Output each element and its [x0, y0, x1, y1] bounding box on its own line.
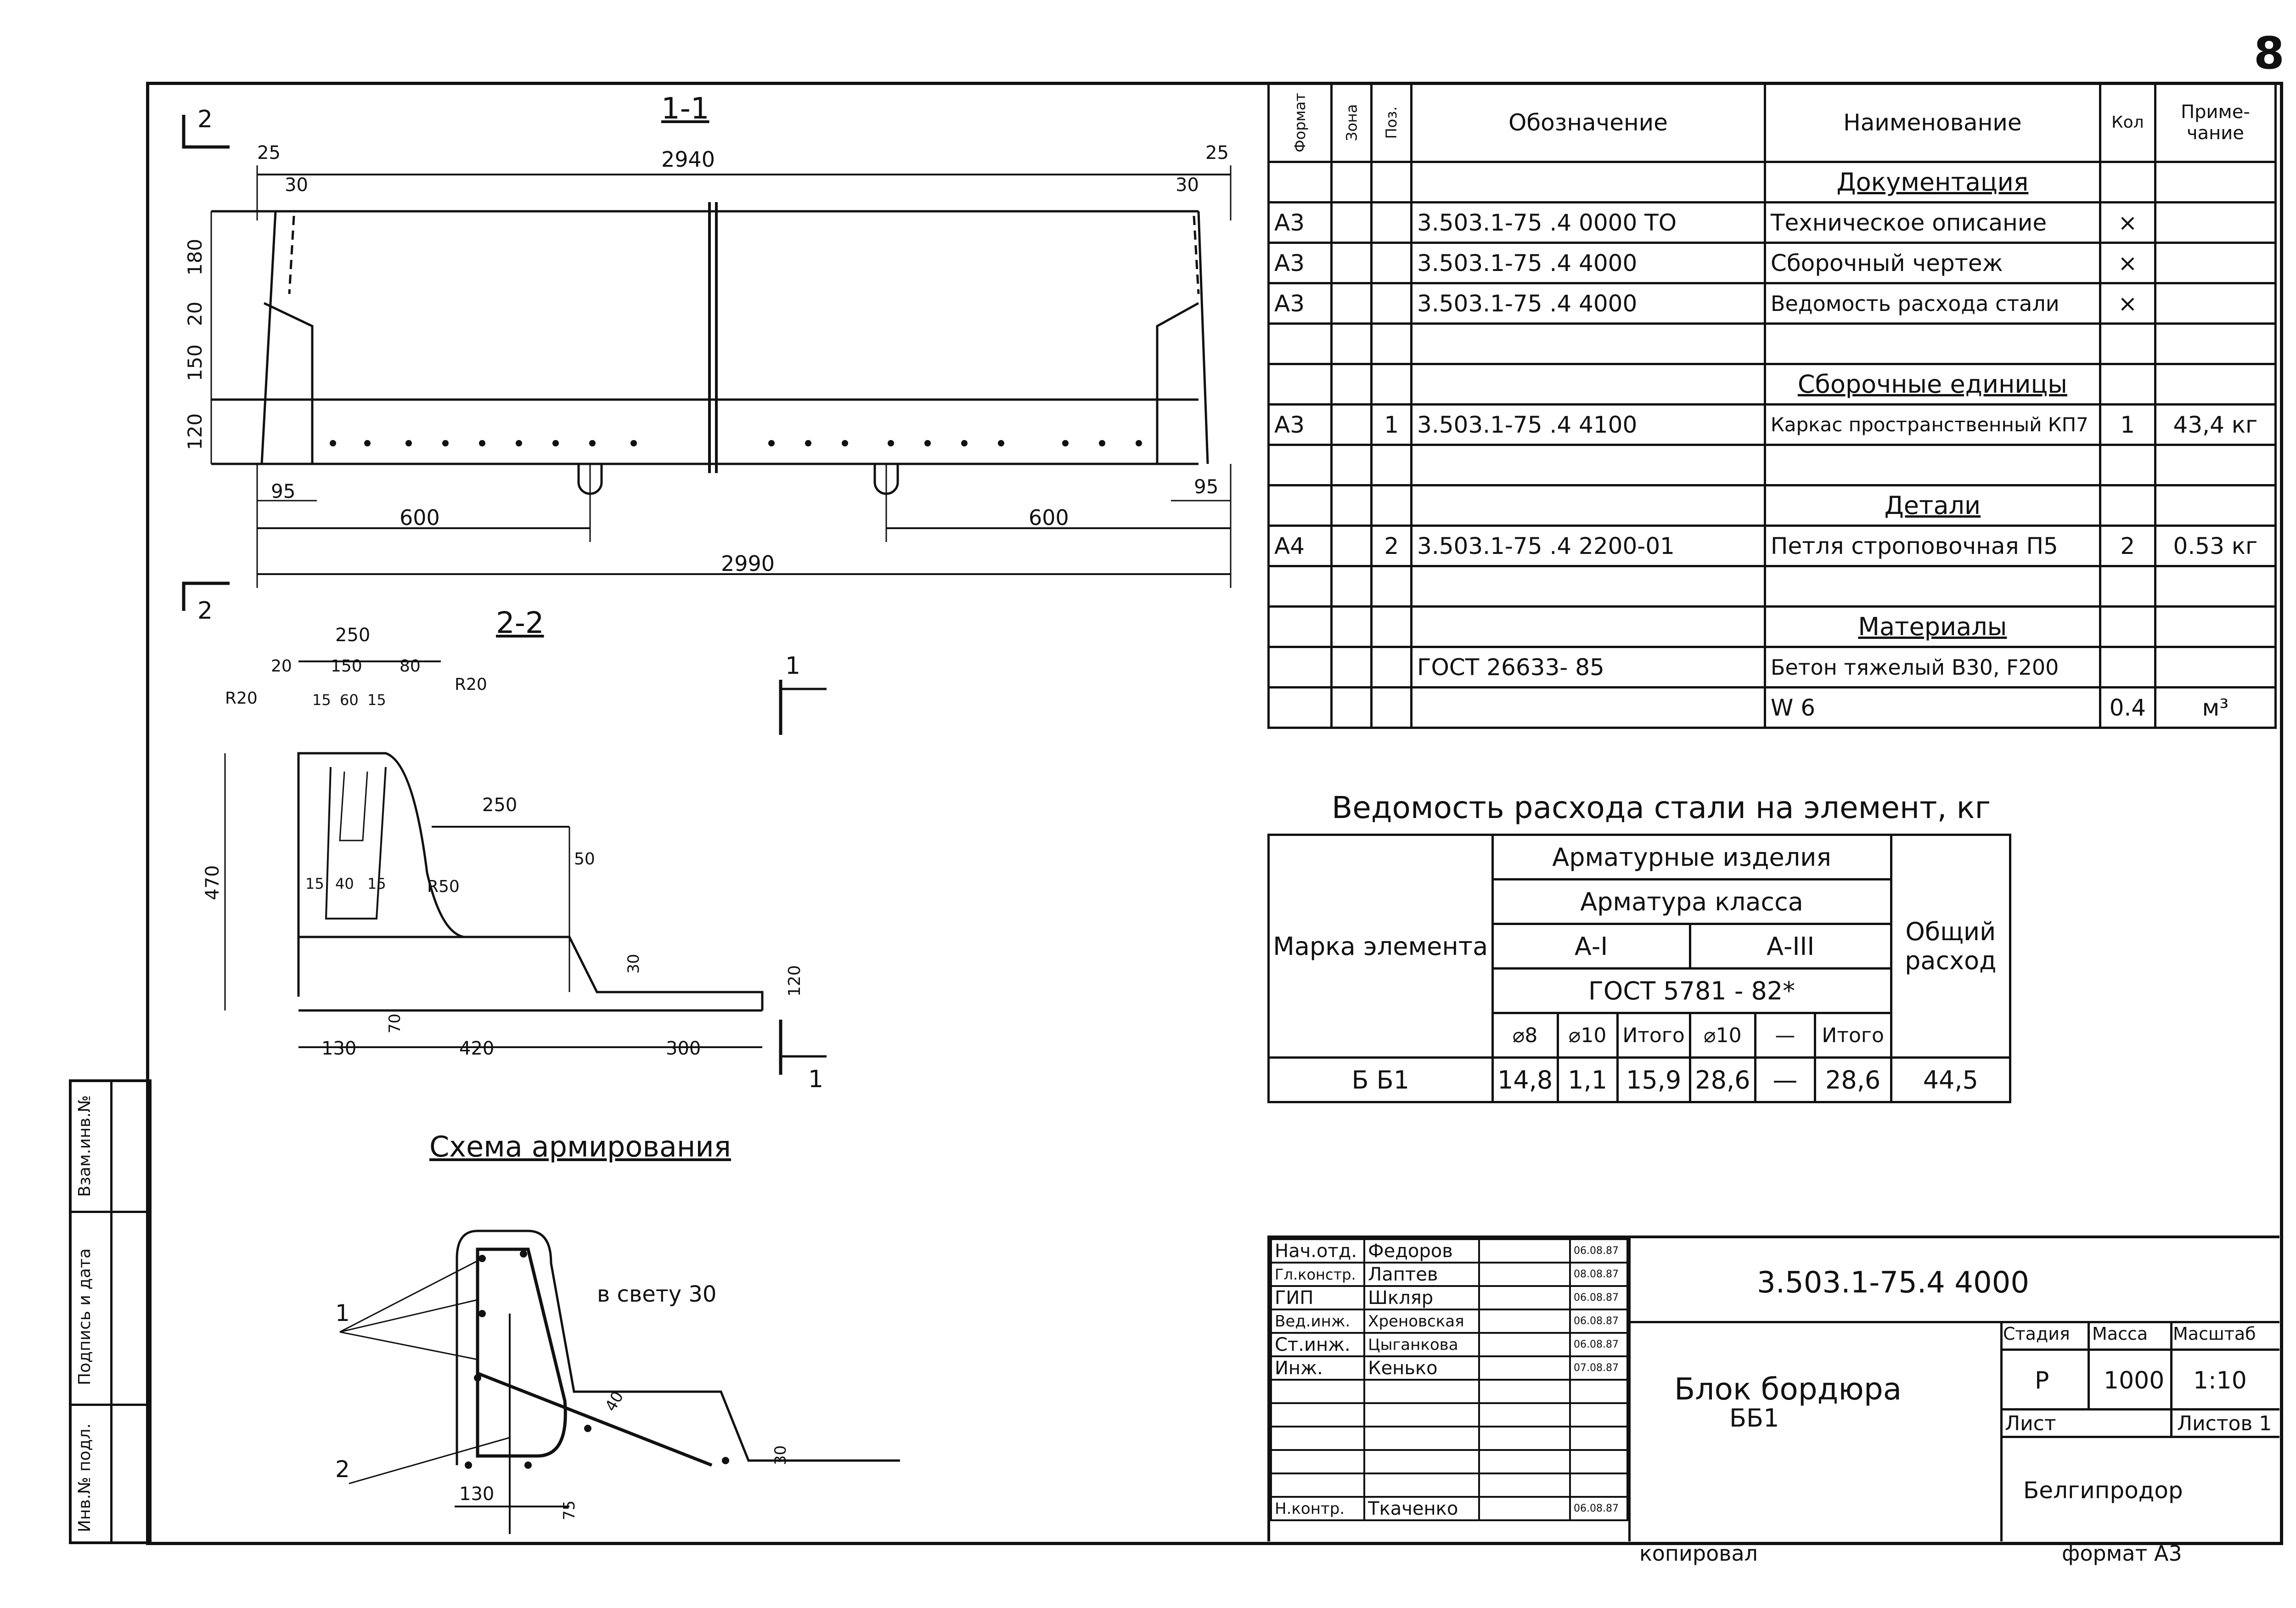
dim-h-180: 180 [184, 238, 206, 276]
spec-row-materials: Материалы [1269, 607, 2276, 647]
dim-r-right: R20 [455, 675, 487, 694]
dim-b3: 15 [367, 875, 386, 892]
dim-inner-right: 30 [1176, 175, 1199, 196]
dim-30: 30 [771, 1445, 790, 1465]
dim-top-total: 2940 [661, 147, 715, 172]
dim-base-420: 420 [459, 1038, 495, 1059]
steel-table [1267, 834, 2011, 1103]
header-qty: Кол [2100, 83, 2155, 162]
dim-130: 130 [459, 1484, 495, 1505]
dim-left-edge: 95 [271, 480, 296, 502]
cut-mark-1-top: 1 [785, 652, 801, 680]
section-2-2-title: 2-2 [496, 606, 544, 640]
dim-r-left: R20 [225, 689, 258, 708]
header-zone: Зона [1331, 83, 1372, 162]
spec-row-assemblies: Сборочные единицы [1269, 364, 2276, 405]
dim-ledge-30: 30 [625, 954, 643, 974]
steel-row: Б Б1 14,8 1,1 15,9 28,6 — 28,6 44,5 [1269, 1058, 2010, 1102]
header-note: Приме-чание [2155, 83, 2275, 162]
signature-row: Ст.инж. Цыганкова 06.08.87 [1271, 1333, 1627, 1356]
copied-by: копировал [1639, 1541, 1758, 1566]
dim-inner-left: 30 [285, 175, 308, 196]
signature-row [1271, 1403, 1627, 1427]
steel-gost-header: ГОСТ 5781 - 82* [1492, 969, 1891, 1013]
steel-class-header: Арматура класса [1492, 880, 1891, 924]
steel-col: — [1756, 1013, 1815, 1058]
signature-row [1271, 1473, 1627, 1497]
callout-1: 1 [335, 1300, 350, 1326]
stage-header: Стадия [2003, 1324, 2070, 1344]
side-stamp-replacement: Взам.инв.№ [75, 1095, 94, 1197]
sheet-format: формат А3 [2062, 1541, 2182, 1566]
product-name: Блок бордюра [1674, 1371, 1902, 1407]
dim-right-loop: 600 [1029, 505, 1069, 530]
spec-row: А3 3.503.1-75 .4 4000 Сборочный чертеж × [1269, 243, 2276, 283]
title-block-signatures [1270, 1238, 1628, 1521]
dim-t1: 15 [312, 691, 331, 709]
section-2-2-drawing [225, 661, 827, 1075]
spec-row: А3 3.503.1-75 .4 0000 ТО Техническое описание × [1269, 203, 2276, 243]
organization: Белгипродор [2023, 1477, 2183, 1504]
dim-height-470: 470 [202, 865, 223, 900]
dim-ledge-250: 250 [482, 795, 518, 816]
dim-h-120: 120 [184, 413, 206, 450]
scale-value: 1:10 [2193, 1367, 2247, 1394]
dim-top-left: 25 [257, 142, 281, 164]
signature-row: Инж. Кенько 07.08.87 [1271, 1356, 1627, 1380]
dim-top-right: 25 [1205, 142, 1229, 164]
spec-row: А3 3.503.1-75 .4 4000 Ведомость расхода стали × [1269, 283, 2276, 324]
dim-w-80: 80 [400, 657, 421, 676]
header-format: Формат [1269, 83, 1332, 162]
signature-row [1271, 1427, 1627, 1450]
signature-row: Нач.отд. Федоров 06.08.87 [1271, 1239, 1627, 1263]
steel-col: ⌀10 [1690, 1013, 1755, 1058]
mass-value: 1000 [2104, 1367, 2165, 1394]
side-stamp-signature: Подпись и дата [75, 1248, 94, 1385]
dim-right-120: 120 [785, 965, 804, 997]
cut-mark-bottom: 2 [197, 597, 213, 625]
dim-b1: 15 [305, 875, 324, 892]
steel-col: ⌀8 [1492, 1013, 1558, 1058]
spec-row: А3 1 3.503.1-75 .4 4100 Каркас пространственный КП7 1 43,4 кг [1269, 405, 2276, 445]
steel-products-header: Арматурные изделия [1492, 835, 1891, 880]
spec-row: А4 2 3.503.1-75 .4 2200-01 Петля строповочная П5 2 0.53 кг [1269, 526, 2276, 566]
product-mark: ББ1 [1729, 1404, 1779, 1433]
steel-table-title: Ведомость расхода стали на элемент, кг [1332, 790, 1991, 825]
dim-total-length: 2990 [721, 551, 775, 576]
dim-h-150: 150 [184, 344, 206, 381]
spec-row-documentation: Документация [1269, 162, 2276, 203]
spec-row: ГОСТ 26633- 85 Бетон тяжелый В30, F200 [1269, 647, 2276, 688]
rebar-dots [330, 440, 1142, 1469]
steel-col: Итого [1815, 1013, 1891, 1058]
steel-mark-header: Марка элемента [1269, 835, 1493, 1058]
dim-base-300: 300 [666, 1038, 701, 1059]
sheet-header: Лист [2005, 1412, 2056, 1435]
signature-row [1271, 1450, 1627, 1473]
steel-a3-header: А-III [1690, 924, 1891, 969]
signature-row: ГИП Шкляр 06.08.87 [1271, 1286, 1627, 1309]
steel-a1-header: А-I [1492, 924, 1690, 969]
dim-lip-70: 70 [386, 1013, 404, 1033]
signature-row: Н.контр. Ткаченко 06.08.87 [1271, 1497, 1627, 1520]
cut-mark-top: 2 [197, 106, 213, 133]
header-designation: Обозначение [1412, 83, 1765, 162]
cut-mark-1-bottom: 1 [808, 1066, 824, 1093]
specification-table [1267, 82, 2277, 729]
dim-w-20: 20 [271, 657, 292, 676]
reinforcement-scheme-drawing [340, 1231, 900, 1534]
steel-total-header: Общий расход [1891, 835, 2010, 1058]
section-1-1-drawing [184, 115, 1231, 611]
clear-spacing-note: в свету 30 [597, 1281, 717, 1307]
reinforcement-title: Схема армирования [429, 1130, 731, 1163]
title-block [1267, 1236, 2279, 1541]
mass-header: Масса [2092, 1324, 2148, 1344]
dim-left-loop: 600 [400, 505, 440, 530]
header-pos: Поз. [1372, 83, 1412, 162]
header-name: Наименование [1765, 83, 2100, 162]
dim-t3: 15 [367, 691, 386, 709]
dim-75: 75 [560, 1500, 579, 1520]
spec-row: W 6 0.4 м³ [1269, 688, 2276, 728]
dim-w-150: 150 [331, 657, 362, 676]
sheets-header: Листов 1 [2177, 1412, 2272, 1435]
signature-row: Гл.констр. Лаптев 08.08.87 [1271, 1263, 1627, 1286]
section-1-1-title: 1-1 [661, 92, 709, 126]
stage-value: Р [2035, 1367, 2049, 1394]
dim-t2: 60 [340, 691, 359, 709]
dim-b2: 40 [335, 875, 354, 892]
dim-h-20: 20 [184, 301, 206, 326]
dim-w-250: 250 [335, 625, 371, 646]
signature-row: Вед.инж. Хреновская 06.08.87 [1271, 1309, 1627, 1333]
dim-r50: R50 [427, 877, 460, 896]
scale-header: Масштаб [2173, 1324, 2256, 1344]
callout-2: 2 [335, 1456, 350, 1483]
dim-ledge-50: 50 [574, 850, 595, 869]
spec-row-blank [1269, 324, 2276, 364]
steel-col: Итого [1617, 1013, 1690, 1058]
side-stamp-inventory: Инв.№ подл. [75, 1423, 94, 1532]
signature-row [1271, 1380, 1627, 1403]
spec-row-details: Детали [1269, 485, 2276, 526]
dim-base-130: 130 [321, 1038, 357, 1059]
dim-40: 40 [602, 1388, 628, 1415]
page-number: 8 [2254, 28, 2285, 79]
steel-col: ⌀10 [1558, 1013, 1617, 1058]
document-code: 3.503.1-75.4 4000 [1757, 1266, 2030, 1300]
spec-row-blank [1269, 445, 2276, 485]
spec-row-blank [1269, 566, 2276, 607]
dim-right-edge: 95 [1194, 475, 1219, 498]
